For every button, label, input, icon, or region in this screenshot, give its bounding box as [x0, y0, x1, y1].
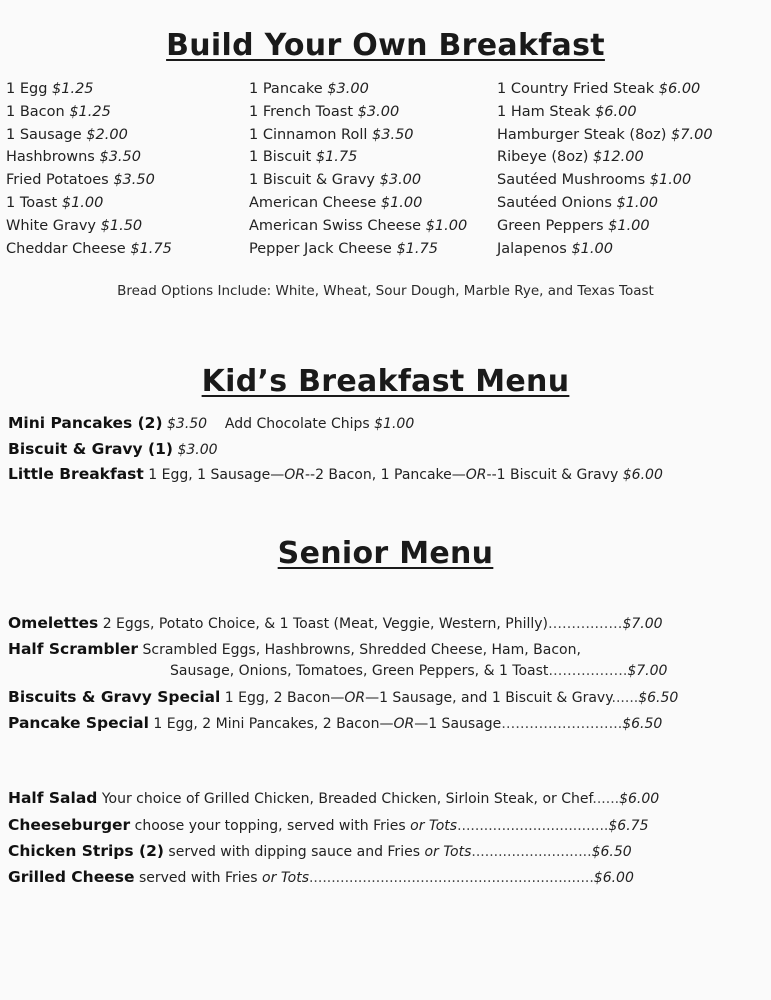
menu-item: American Cheese $1.00: [249, 194, 423, 211]
senior-item-chicken-strips: Chicken Strips (2) served with dipping sauce and Fries or Tots...........................$6.50: [8, 842, 632, 860]
build-column-3: [497, 78, 713, 260]
senior-item-grilled-cheese: Grilled Cheese served with Fries or Tots................................................................$6.00: [8, 868, 634, 886]
menu-item: Green Peppers $1.00: [497, 217, 650, 234]
senior-item-pancake-special: Pancake Special 1 Egg, 2 Mini Pancakes, 2 Bacon—OR—1 Sausage……………………..$6.50: [8, 714, 663, 732]
senior-menu-heading: Senior Menu: [277, 536, 494, 571]
menu-item: Sautéed Onions $1.00: [497, 194, 658, 211]
kids-menu-heading: Kid’s Breakfast Menu: [201, 364, 570, 399]
senior-item-half-scrambler: Half Scrambler Scrambled Eggs, Hashbrowns, Shredded Cheese, Ham, Bacon,: [8, 640, 581, 658]
senior-item-cheeseburger: Cheeseburger choose your topping, served with Fries or Tots..................................$6.75: [8, 816, 649, 834]
menu-item: 1 French Toast $3.00: [249, 103, 400, 120]
menu-item: 1 Toast $1.00: [6, 194, 104, 211]
menu-item: 1 Biscuit & Gravy $3.00: [249, 172, 422, 189]
menu-item: 1 Pancake $3.00: [249, 81, 369, 97]
menu-item: Cheddar Cheese $1.75: [6, 240, 172, 257]
build-column-1: [6, 78, 172, 260]
senior-item-omelettes: Omelettes 2 Eggs, Potato Choice, & 1 Toast (Meat, Veggie, Western, Philly)……….……$7.00: [8, 614, 663, 632]
menu-item: 1 Country Fried Steak $6.00: [497, 81, 701, 97]
menu-item: American Swiss Cheese $1.00: [249, 217, 468, 234]
menu-item: Sautéed Mushrooms $1.00: [497, 172, 692, 189]
menu-item: White Gravy $1.50: [6, 217, 143, 234]
menu-item: Fried Potatoes $3.50: [6, 172, 155, 189]
senior-item-half-salad: Half Salad Your choice of Grilled Chicken, Breaded Chicken, Sirloin Steak, or Chef......$6.00: [8, 789, 660, 807]
kids-item-little-breakfast: Little Breakfast 1 Egg, 1 Sausage—OR--2 Bacon, 1 Pancake—OR--1 Biscuit & Gravy $6.00: [8, 465, 663, 483]
build-column-2: [249, 78, 467, 260]
menu-item: 1 Sausage $2.00: [6, 126, 128, 143]
menu-item: 1 Biscuit $1.75: [249, 149, 358, 166]
menu-item: Jalapenos $1.00: [497, 240, 613, 257]
menu-item: 1 Cinnamon Roll $3.50: [249, 126, 414, 143]
menu-item: 1 Egg $1.25: [6, 81, 94, 97]
senior-item-half-scrambler-line2: Sausage, Onions, Tomatoes, Green Peppers, & 1 Toast……….…….$7.00: [170, 663, 668, 679]
senior-item-biscuits-gravy: Biscuits & Gravy Special 1 Egg, 2 Bacon—OR—1 Sausage, and 1 Biscuit & Gravy......$6.50: [8, 688, 679, 706]
bread-options-note: Bread Options Include: White, Wheat, Sour Dough, Marble Rye, and Texas Toast: [117, 283, 654, 299]
build-your-own-heading: Build Your Own Breakfast: [166, 28, 605, 63]
menu-item: Hamburger Steak (8oz) $7.00: [497, 126, 713, 143]
menu-item: Hashbrowns $3.50: [6, 149, 141, 166]
kids-item-mini-pancakes: Mini Pancakes (2) $3.50 Add Chocolate Chips $1.00: [8, 414, 415, 432]
kids-item-biscuit-gravy: Biscuit & Gravy (1) $3.00: [8, 440, 218, 458]
menu-item: 1 Bacon $1.25: [6, 103, 111, 120]
menu-item: Ribeye (8oz) $12.00: [497, 149, 644, 166]
menu-item: Pepper Jack Cheese $1.75: [249, 240, 438, 257]
menu-item: 1 Ham Steak $6.00: [497, 103, 637, 120]
